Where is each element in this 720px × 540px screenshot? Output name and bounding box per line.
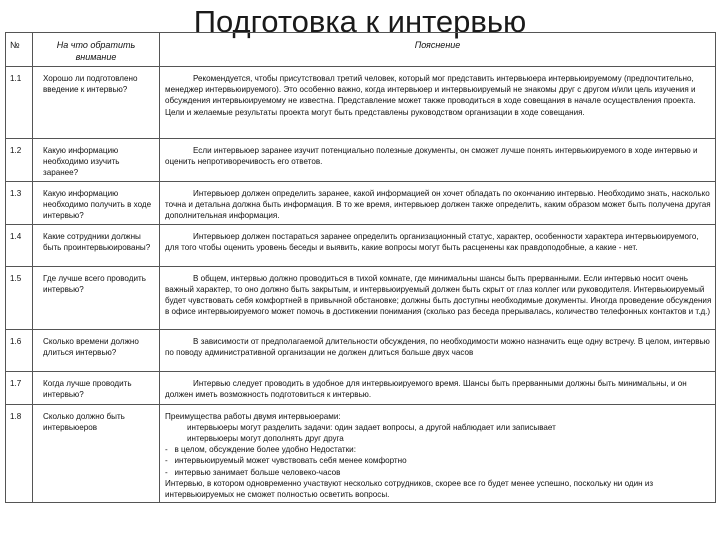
row-explanation: Интервью следует проводить в удобное для интервьюируемого время. Шансы быть прерванными должны быть минимальны, и он должен иметь возможность подготовиться к интервью. bbox=[160, 371, 716, 404]
row-question: Какую информацию необходимо изучить заранее? bbox=[33, 139, 160, 182]
explanation-bullet: - интервью занимает больше человеко-часов bbox=[165, 467, 341, 477]
row-question: Какие сотрудники должны быть проинтервьюированы? bbox=[33, 224, 160, 266]
explanation-line: в целом, обсуждение более удобно Недостатки: bbox=[174, 445, 356, 455]
row-num: 1.7 bbox=[6, 371, 33, 404]
explanation-bullet: - в целом, обсуждение более удобно Недостатки: bbox=[165, 445, 356, 455]
table-row bbox=[6, 371, 716, 404]
row-num: 1.4 bbox=[6, 224, 33, 266]
row-explanation: Если интервьюер заранее изучит потенциально полезные документы, он сможет лучше понять интервьюируемого в ходе интервью и оценить непротиворечивость его ответов. bbox=[160, 139, 716, 182]
row-explanation: В общем, интервью должно проводиться в тихой комнате, где минимальны шансы быть прерванными. Если интервью носит очень важный характер, то оно должно быть закрытым, и интервьюируемый должен быть скрыт от глаз коллег или руководителя. Интервьюируемый будет чувствовать себя комфортней в привычной обстановке; должны быть доступны необходимые документы. Иногда проведение обсуждения в офисе интервьюируемого может помочь в достижении понимания (сколько раз беседа прерывалась, количество телефонных контактов и т.д.) bbox=[160, 266, 716, 329]
row-explanation: Рекомендуется, чтобы присутствовал третий человек, который мог представить интервьюера интервьюируемому (предпочтительно, менеджер интервьюируемого). Это особенно важно, когда интервьюер и интервьюируемый не знакомы друг с другом и/или цель изучения и обсуждения интервьюируемому не известна. Представление может также проводиться в ходе совещания в начале осуществления проекта. Цели и желаемые результаты проекта могут быть представлены руководством организации в ходе совещания. bbox=[160, 67, 716, 139]
row-explanation: В зависимости от предполагаемой длительности обсуждения, по необходимости можно назначить еще одну встречу. В целом, интервью по поводу административной организации не должен длиться больше двух часов bbox=[160, 329, 716, 371]
explanation-line: интервьюеры могут разделить задачи: один задает вопросы, а другой наблюдает или записывает bbox=[187, 422, 556, 432]
row-explanation bbox=[160, 404, 716, 503]
explanation-line: Интервью, в котором одновременно участвуют несколько сотрудников, скорее все го будет менее успешно, поскольку ни один из интервьюируемых не сможет полностью осветить вопросы. bbox=[165, 478, 654, 500]
header-explanation: Пояснение bbox=[160, 33, 716, 67]
row-question: Сколько времени должно длиться интервью? bbox=[33, 329, 160, 371]
explanation-line: интервью занимает больше человеко-часов bbox=[174, 467, 341, 477]
interview-table bbox=[5, 32, 716, 503]
table-row bbox=[6, 404, 716, 503]
table-row bbox=[6, 67, 716, 139]
row-num: 1.8 bbox=[6, 404, 33, 503]
row-question: Сколько должно быть интервьюеров bbox=[33, 404, 160, 503]
table-row bbox=[6, 224, 716, 266]
explanation-line: Преимущества работы двумя интервьюерами: bbox=[165, 411, 341, 421]
explanation-bullet: - интервьюируемый может чувствовать себя менее комфортно bbox=[165, 456, 407, 466]
row-explanation: Интервьюер должен определить заранее, какой информацией он хочет обладать по окончанию интервью. Необходимо знать, насколько точна и детальна должна быть информация. В то же время, интервьюер должен также определить, каким образом может быть получена другая дополнительная информация. bbox=[160, 181, 716, 224]
explanation-line: интервьюируемый может чувствовать себя менее комфортно bbox=[174, 456, 407, 466]
row-num: 1.6 bbox=[6, 329, 33, 371]
row-num: 1.1 bbox=[6, 67, 33, 139]
row-question: Какую информацию необходимо получить в ходе интервью? bbox=[33, 181, 160, 224]
row-num: 1.2 bbox=[6, 139, 33, 182]
row-explanation: Интервьюер должен постараться заранее определить организационный статус, характер, особенности характера интервьюируемого, для того чтобы оценить уровень беседы и выявить, какие вопросы могут быть расценены как правдоподобные, а какие - нет. bbox=[160, 224, 716, 266]
page-title: Подготовка к интервью bbox=[193, 4, 527, 39]
table-header-row bbox=[6, 33, 716, 67]
table-row bbox=[6, 139, 716, 182]
row-num: 1.3 bbox=[6, 181, 33, 224]
row-question: Хорошо ли подготовлено введение к интервью? bbox=[33, 67, 160, 139]
header-num: № bbox=[6, 33, 33, 67]
header-question: На что обратить внимание bbox=[33, 33, 160, 67]
row-question: Где лучше всего проводить интервью? bbox=[33, 266, 160, 329]
row-num: 1.5 bbox=[6, 266, 33, 329]
table-row bbox=[6, 181, 716, 224]
table-row bbox=[6, 266, 716, 329]
explanation-line: интервьюеры могут дополнять друг друга bbox=[187, 434, 344, 444]
row-question: Когда лучше проводить интервью? bbox=[33, 371, 160, 404]
table-row bbox=[6, 329, 716, 371]
